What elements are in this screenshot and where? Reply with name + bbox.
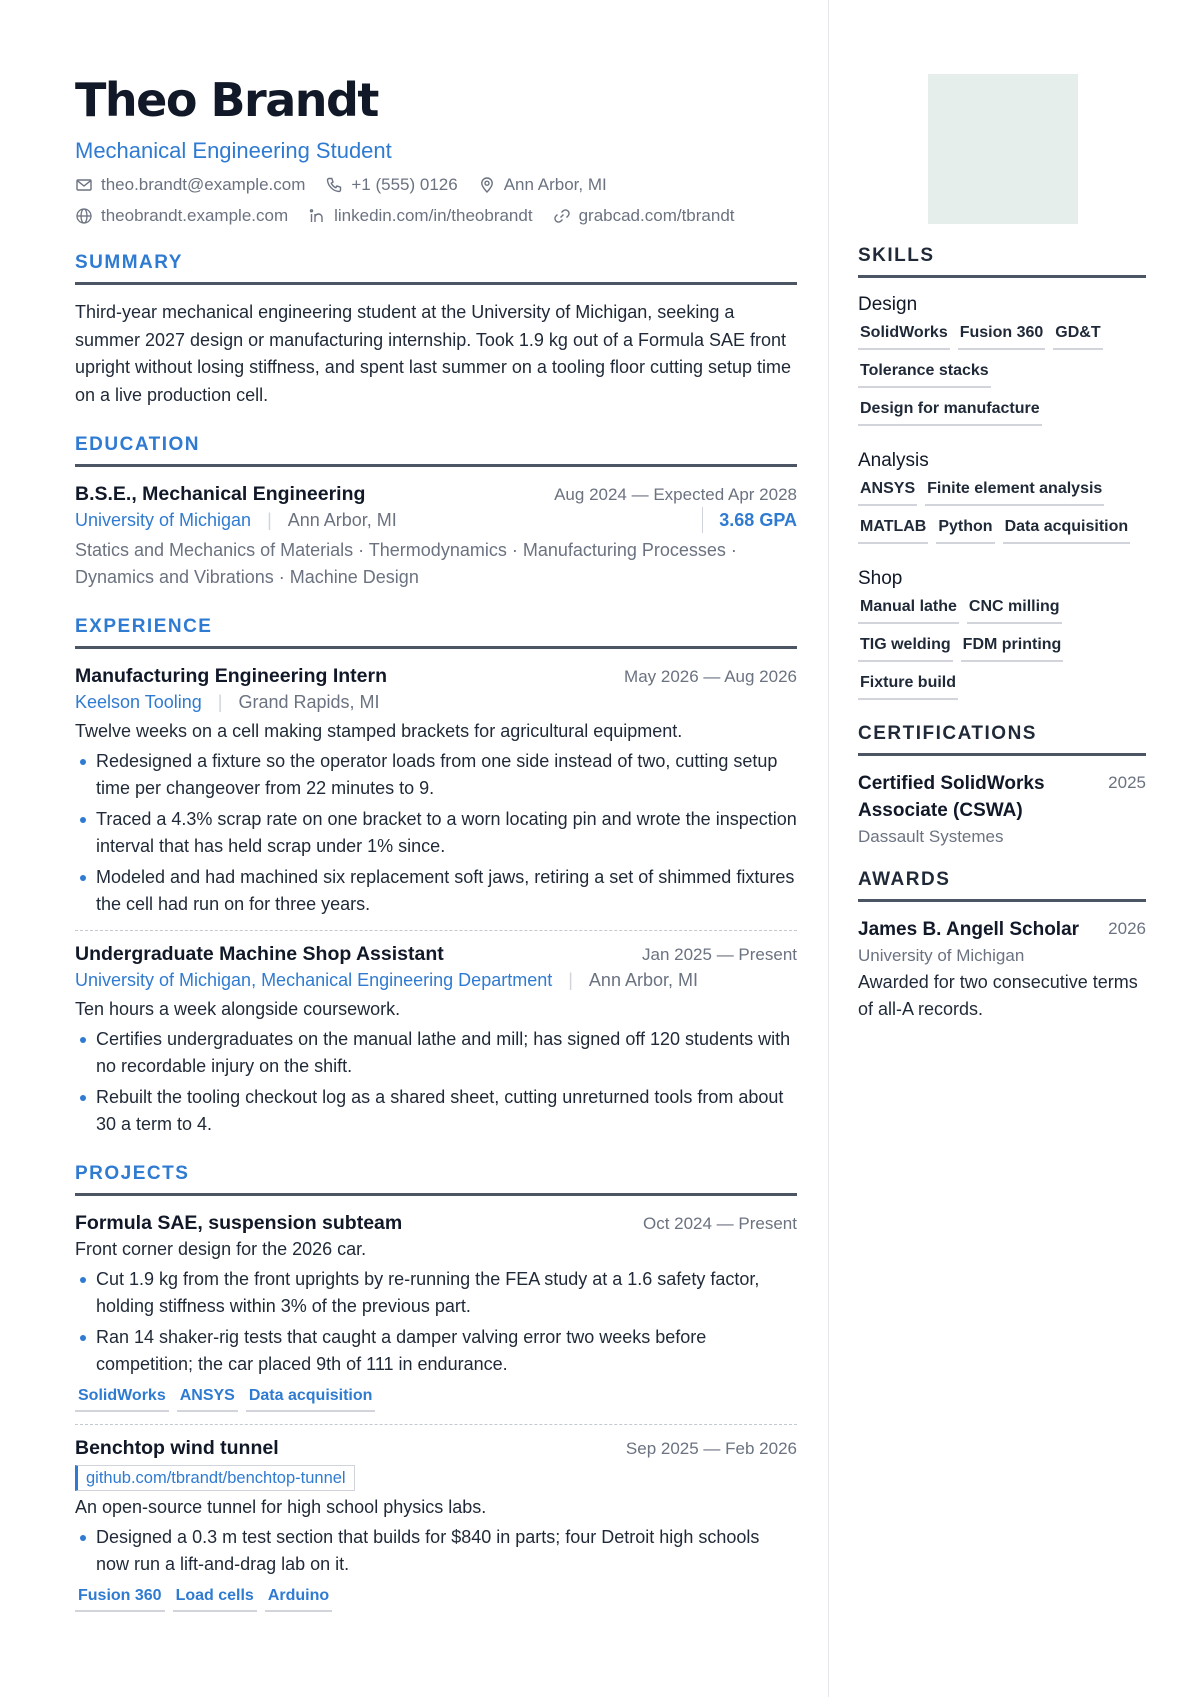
project-entry (75, 1210, 797, 1412)
skill-chip: TIG welding (858, 632, 953, 662)
bullet-text: Certifies undergraduates on the manual lathe and mill; has signed off 120 students with no recordable injury on the shift. (96, 1029, 791, 1076)
website-text: theobrandt.example.com (101, 206, 289, 225)
coursework: Statics and Mechanics of Materials · Thermodynamics · Manufacturing Processes · Dynamics and Vibrations · Machine Design (75, 540, 737, 587)
profile-photo-placeholder (928, 74, 1078, 224)
bullet-item (75, 1524, 797, 1578)
email-text: theo.brandt@example.com (101, 175, 306, 194)
separator: | (267, 510, 272, 530)
location-text: Ann Arbor, MI (503, 175, 607, 194)
bullet-text: Traced a 4.3% scrap rate on one bracket to a worn locating pin and wrote the inspection interval that has held scrap under 1% since. (96, 809, 797, 856)
education-heading: EDUCATION (75, 434, 201, 455)
contact-email[interactable] (75, 174, 305, 196)
employer-location: Grand Rapids, MI (238, 692, 380, 712)
job-bullets (75, 748, 797, 918)
contact-linkedin[interactable] (308, 205, 532, 227)
job-description: Twelve weeks on a cell making stamped brackets for agricultural equipment. (75, 721, 683, 741)
bullet-item (75, 1084, 797, 1138)
entry-divider (75, 1424, 797, 1425)
skill-chip: Design for manufacture (858, 396, 1042, 426)
experience-entry (75, 941, 797, 1138)
education-entry (75, 481, 797, 591)
awards-rule (858, 899, 1146, 902)
bullet-text: Redesigned a fixture so the operator loads from one side instead of two, cutting setup time per changeover from 22 minutes to 9. (96, 751, 778, 798)
skills-heading: SKILLS (858, 245, 935, 266)
job-title: Manufacturing Engineering Intern (75, 665, 388, 687)
bullet-text: Designed a 0.3 m test section that builds for $840 in parts; four Detroit high schools now run a lift-and-drag lab on it. (96, 1527, 760, 1574)
bullet-item (75, 806, 797, 860)
tech-tag: SolidWorks (75, 1384, 169, 1412)
contact-row-primary (75, 174, 797, 196)
phone-text: +1 (555) 0126 (351, 175, 458, 194)
job-bullets (75, 1026, 797, 1138)
skill-chip: Fixture build (858, 670, 958, 700)
skill-chips (858, 476, 1146, 552)
project-tags (75, 1384, 797, 1412)
repo-link[interactable]: github.com/tbrandt/benchtop-tunnel (75, 1465, 355, 1491)
location-pin-icon (478, 176, 496, 194)
certification-name: Certified SolidWorks Associate (CSWA) (858, 773, 1045, 821)
bullet-item (75, 1266, 797, 1320)
skill-chip: Manual lathe (858, 594, 959, 624)
skill-group-title: Analysis (858, 450, 929, 471)
bullet-dot (80, 1277, 86, 1283)
skill-chip: SolidWorks (858, 320, 950, 350)
bullet-dot (80, 875, 86, 881)
certification-issuer: Dassault Systemes (858, 827, 1004, 846)
bullet-dot (80, 759, 86, 765)
tech-tag: ANSYS (177, 1384, 238, 1412)
certification-year: 2025 (1108, 773, 1146, 792)
skill-chip: MATLAB (858, 514, 928, 544)
linkedin-text: linkedin.com/in/theobrandt (334, 206, 533, 225)
job-dates: Jan 2025 — Present (642, 945, 797, 964)
job-dates: May 2026 — Aug 2026 (624, 667, 797, 686)
bullet-text: Rebuilt the tooling checkout log as a shared sheet, cutting unreturned tools from about 30 a term to 4. (96, 1087, 784, 1134)
project-title: Benchtop wind tunnel (75, 1437, 279, 1459)
bullet-text: Cut 1.9 kg from the front uprights by re-running the FEA study at a 1.6 safety factor, holding stiffness within 3% of the previous part. (96, 1269, 760, 1316)
skill-group-shop (858, 566, 1146, 708)
school-name: University of Michigan (75, 510, 252, 530)
award-name: James B. Angell Scholar (858, 919, 1080, 940)
candidate-role: Mechanical Engineering Student (75, 138, 392, 163)
contact-phone[interactable] (325, 174, 457, 196)
bullet-item (75, 864, 797, 918)
project-title: Formula SAE, suspension subteam (75, 1212, 403, 1234)
tech-tag: Fusion 360 (75, 1584, 165, 1612)
bullet-dot (80, 1037, 86, 1043)
school-location: Ann Arbor, MI (287, 510, 397, 530)
project-dates: Sep 2025 — Feb 2026 (625, 1439, 797, 1458)
award-entry (858, 916, 1146, 1023)
bullet-item (75, 748, 797, 802)
skills-rule (858, 275, 1146, 278)
awards-heading: AWARDS (858, 869, 951, 890)
project-description: An open-source tunnel for high school physics labs. (75, 1497, 487, 1517)
summary-text: Third-year mechanical engineering student at the University of Michigan, seeking a summer 2027 design or manufacturing internship. Took 1.9 kg out of a Formula SAE front upright without losing stiffness, and spent last summer on a tooling floor cutting setup time on a live production cell. (75, 302, 792, 405)
link-icon (553, 207, 571, 225)
job-title: Undergraduate Machine Shop Assistant (75, 943, 444, 965)
main-column (75, 72, 797, 1612)
skill-group-design (858, 292, 1146, 434)
bullet-dot (80, 1335, 86, 1341)
sidebar-column (858, 74, 1146, 1023)
projects-rule (75, 1193, 797, 1196)
skill-chip: ANSYS (858, 476, 917, 506)
bullet-item (75, 1324, 797, 1378)
certifications-heading: CERTIFICATIONS (858, 723, 1037, 744)
skill-chip: FDM printing (961, 632, 1064, 662)
employer-location: Ann Arbor, MI (588, 970, 698, 990)
bullet-dot (80, 1535, 86, 1541)
bullet-dot (80, 1095, 86, 1101)
job-description: Ten hours a week alongside coursework. (75, 999, 401, 1019)
award-issuer: University of Michigan (858, 946, 1025, 965)
employer-name: Keelson Tooling (75, 692, 202, 712)
certifications-rule (858, 753, 1146, 756)
project-bullets (75, 1266, 797, 1378)
experience-rule (75, 646, 797, 649)
skill-chip: GD&T (1053, 320, 1102, 350)
linkedin-icon (308, 207, 326, 225)
experience-heading: EXPERIENCE (75, 616, 213, 637)
contact-row-secondary (75, 205, 797, 227)
bullet-text: Ran 14 shaker-rig tests that caught a damper valving error two weeks before competition; the car placed 9th of 111 in endurance. (96, 1327, 707, 1374)
phone-icon (325, 176, 343, 194)
bullet-text: Modeled and had machined six replacement soft jaws, retiring a set of shimmed fixtures the cell had run on for three years. (96, 867, 795, 914)
skill-chip: Python (936, 514, 994, 544)
project-bullets (75, 1524, 797, 1578)
summary-heading: SUMMARY (75, 252, 183, 273)
employer-name: University of Michigan, Mechanical Engineering Department (75, 970, 553, 990)
project-description: Front corner design for the 2026 car. (75, 1239, 367, 1259)
degree-title: B.S.E., Mechanical Engineering (75, 483, 366, 505)
bullet-item (75, 1026, 797, 1080)
experience-entry (75, 663, 797, 918)
skill-chip: Tolerance stacks (858, 358, 991, 388)
globe-icon (75, 207, 93, 225)
contact-location (478, 174, 607, 196)
summary-rule (75, 282, 797, 285)
education-rule (75, 464, 797, 467)
skill-chip: Finite element analysis (925, 476, 1104, 506)
projects-heading: PROJECTS (75, 1163, 190, 1184)
project-dates: Oct 2024 — Present (642, 1214, 797, 1233)
candidate-name: Theo Brandt (75, 73, 378, 127)
bullet-dot (80, 817, 86, 823)
award-year: 2026 (1108, 919, 1146, 938)
project-entry (75, 1435, 797, 1612)
gpa: 3.68 GPA (702, 507, 797, 533)
entry-divider (75, 930, 797, 931)
education-dates: Aug 2024 — Expected Apr 2028 (554, 485, 797, 504)
contact-website[interactable] (75, 205, 288, 227)
skill-group-title: Design (858, 294, 918, 315)
grabcad-text: grabcad.com/tbrandt (578, 206, 735, 225)
tech-tag: Arduino (265, 1584, 332, 1612)
tech-tag: Load cells (173, 1584, 257, 1612)
skill-group-title: Shop (858, 568, 903, 589)
contact-grabcad[interactable] (553, 205, 735, 227)
separator: | (217, 692, 223, 712)
skill-chip: Fusion 360 (958, 320, 1046, 350)
award-description: Awarded for two consecutive terms of all-A records. (858, 972, 1138, 1019)
skill-chip: CNC milling (967, 594, 1062, 624)
project-tags (75, 1584, 797, 1612)
skill-group-analysis (858, 448, 1146, 552)
mail-icon (75, 176, 93, 194)
skill-chips (858, 594, 1146, 708)
tech-tag: Data acquisition (246, 1384, 376, 1412)
certification-entry (858, 770, 1146, 850)
skill-chips (858, 320, 1146, 434)
separator: | (568, 970, 573, 990)
skill-chip: Data acquisition (1003, 514, 1131, 544)
